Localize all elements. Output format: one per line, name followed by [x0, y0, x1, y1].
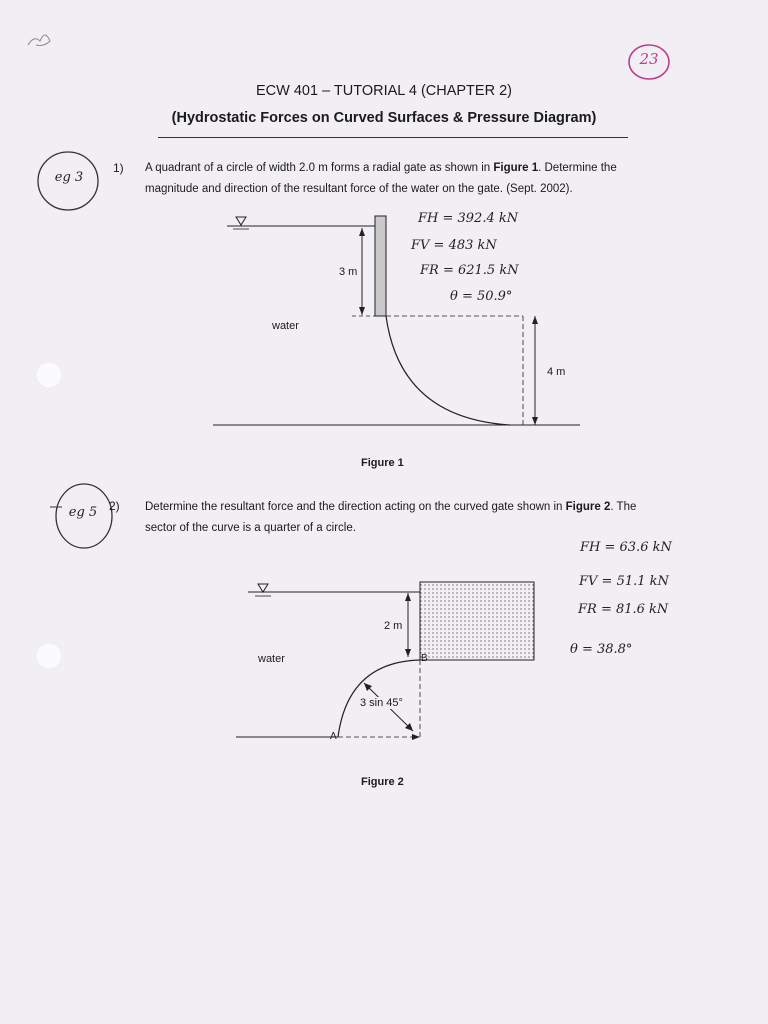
fig1-fluid-label: water	[272, 320, 299, 332]
fig1-radius-label: 4 m	[547, 366, 566, 378]
figure-2-label: Figure 2	[361, 776, 404, 788]
q2-answer-fr: FR = 81.6 kN	[578, 602, 669, 617]
document-subtitle: (Hydrostatic Forces on Curved Surfaces & Pressure Diagram)	[171, 110, 597, 126]
fig2-point-b: B	[421, 653, 428, 664]
q1-answer-fh: FH = 392.4 kN	[418, 211, 519, 226]
q1-margin-note: eg 3	[54, 170, 84, 185]
q1-answer-fr: FR = 621.5 kN	[420, 263, 519, 278]
q2-answer-fv: FV = 51.1 kN	[579, 574, 669, 589]
q2-answer-theta: θ = 38.8°	[570, 642, 633, 657]
page-mark: 23	[639, 50, 659, 68]
document-title: ECW 401 – TUTORIAL 4 (CHAPTER 2)	[256, 83, 512, 99]
q2-number: 2)	[109, 499, 120, 513]
q1-answer-theta: θ = 50.9°	[450, 289, 513, 304]
figure-1-label: Figure 1	[361, 457, 404, 469]
fig2-radius-label: 3 sin 45°	[360, 697, 403, 709]
fig1-depth-label: 3 m	[339, 266, 358, 278]
q1-answer-fv: FV = 483 kN	[411, 238, 497, 253]
fig2-fluid-label: water	[258, 653, 285, 665]
q2-margin-note: eg 5	[68, 505, 98, 520]
q1-number: 1)	[113, 161, 124, 175]
fig2-depth-label: 2 m	[384, 620, 403, 632]
q2-answer-fh: FH = 63.6 kN	[580, 540, 672, 555]
q1-text: A quadrant of a circle of width 2.0 m forms a radial gate as shown in Figure 1. Determine the magnitude and direction of the resultant force of the water on the gate. (Sept. 2002).	[145, 162, 617, 195]
fig2-point-a: A	[330, 731, 337, 742]
q2-text: Determine the resultant force and the direction acting on the curved gate shown in Figure 2. The sector of the curve is a quarter of a circle.	[145, 501, 637, 534]
